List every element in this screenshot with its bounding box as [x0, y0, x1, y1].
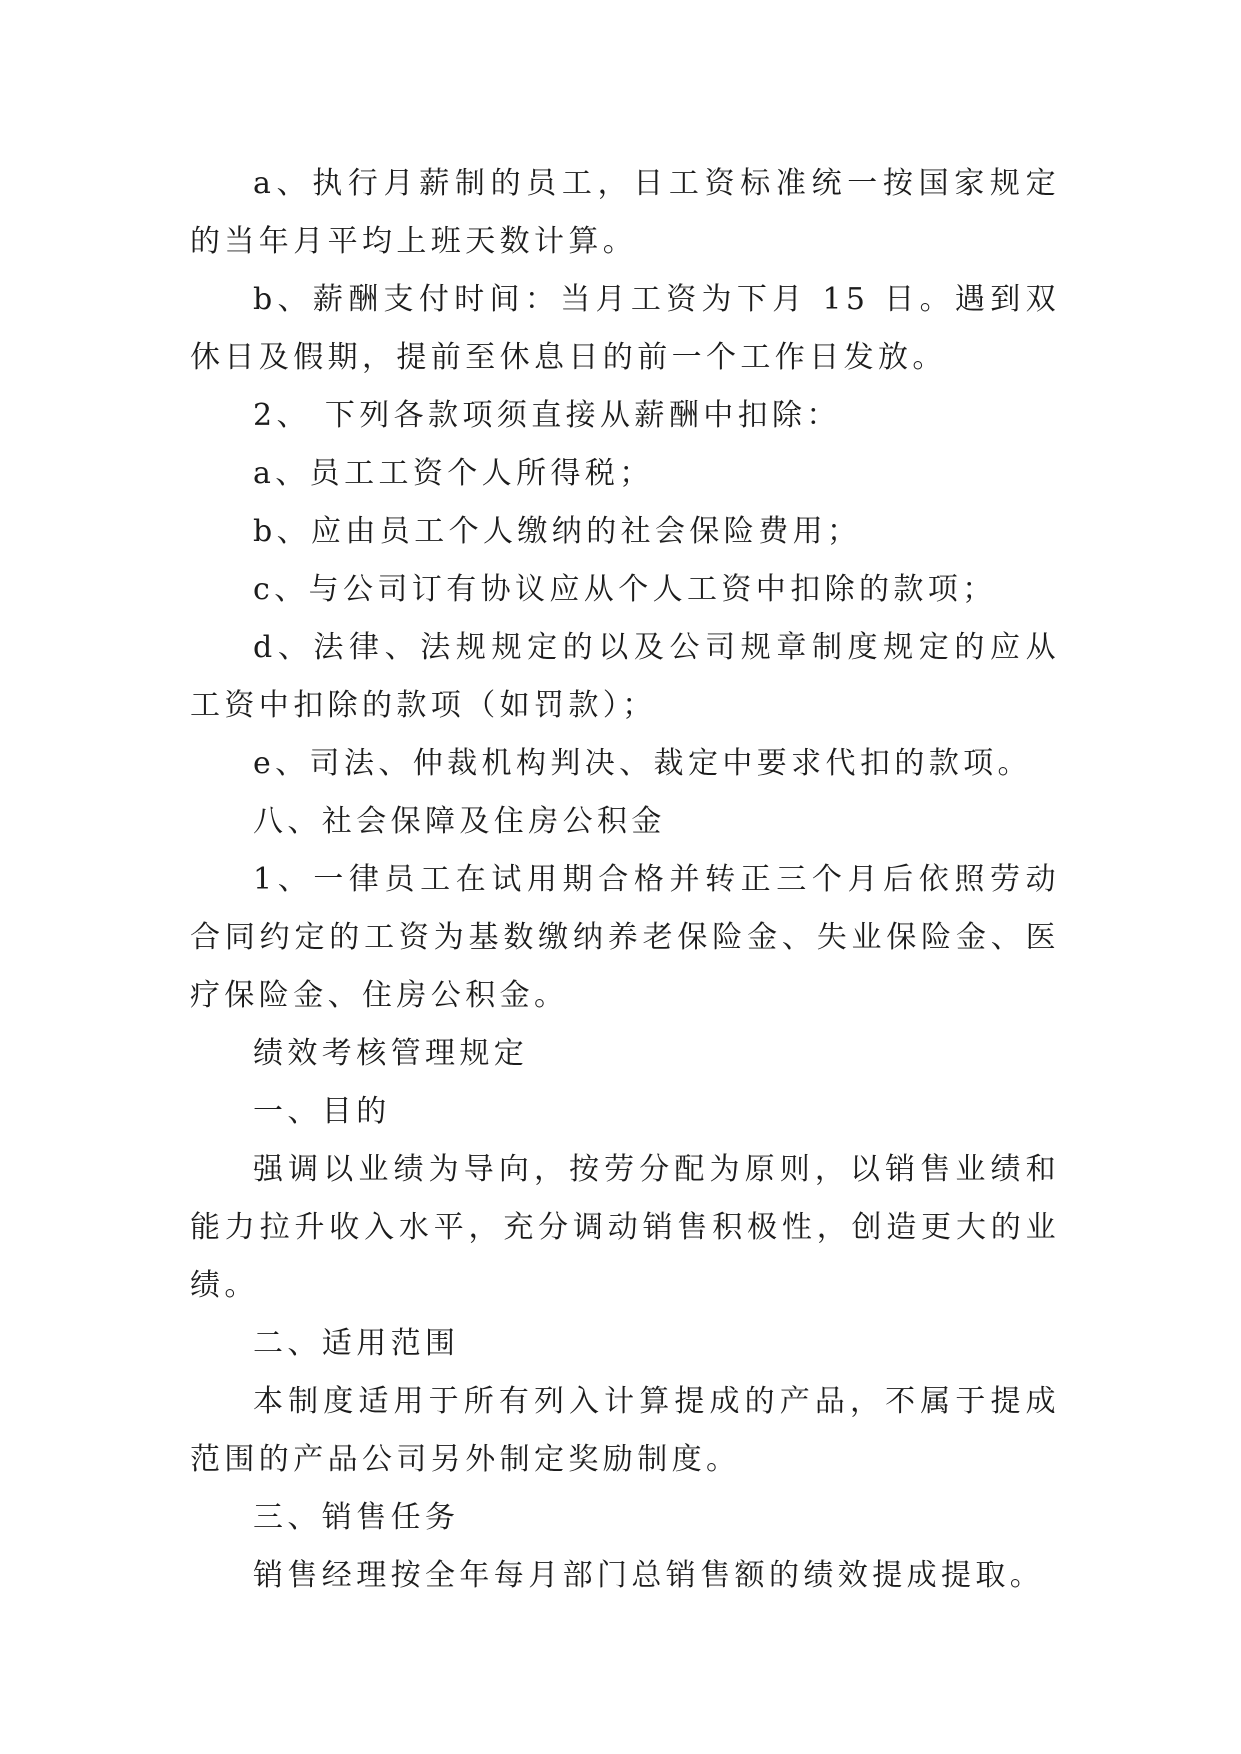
- paragraph-deduction-income-tax: a、员工工资个人所得税；: [253, 456, 654, 491]
- paragraph-sales-task: 销售经理按全年每月部门总销售额的绩效提成提取。: [253, 1558, 1045, 1593]
- document-title-performance: 绩效考核管理规定: [253, 1036, 529, 1071]
- section-heading-sales-task: 三、销售任务: [253, 1500, 460, 1535]
- paragraph-deduction-regulations: d、法律、法规规定的以及公司规章制度规定的应从工资中扣除的款项（如罚款）；: [190, 630, 1060, 723]
- paragraph-purpose: 强调以业绩为导向，按劳分配为原则，以销售业绩和能力拉升收入水平，充分调动销售积极性，创造更大的业绩。: [190, 1152, 1060, 1303]
- paragraph-monthly-salary-rule: a、执行月薪制的员工，日工资标准统一按国家规定的当年月平均上班天数计算。: [190, 166, 1060, 259]
- paragraph-deductions-heading: 2、 下列各款项须直接从薪酬中扣除：: [253, 398, 841, 433]
- section-heading-purpose: 一、目的: [253, 1094, 391, 1129]
- section-heading-social-security: 八、社会保障及住房公积金: [253, 804, 666, 839]
- paragraph-social-security-rule: 1、一律员工在试用期合格并转正三个月后依照劳动合同约定的工资为基数缴纳养老保险金、失业保险金、医疗保险金、住房公积金。: [190, 862, 1060, 1013]
- document-page: [190, 155, 1060, 1605]
- paragraph-deduction-social-insurance: b、应由员工个人缴纳的社会保险费用；: [253, 514, 862, 549]
- section-heading-scope: 二、适用范围: [253, 1326, 460, 1361]
- paragraph-payment-time: b、薪酬支付时间：当月工资为下月 15 日。遇到双休日及假期，提前至休息日的前一个工作日发放。: [190, 282, 1060, 375]
- paragraph-deduction-judicial: e、司法、仲裁机构判决、裁定中要求代扣的款项。: [253, 746, 1032, 781]
- paragraph-deduction-agreement: c、与公司订有协议应从个人工资中扣除的款项；: [253, 572, 997, 607]
- paragraph-scope: 本制度适用于所有列入计算提成的产品，不属于提成范围的产品公司另外制定奖励制度。: [190, 1384, 1060, 1477]
